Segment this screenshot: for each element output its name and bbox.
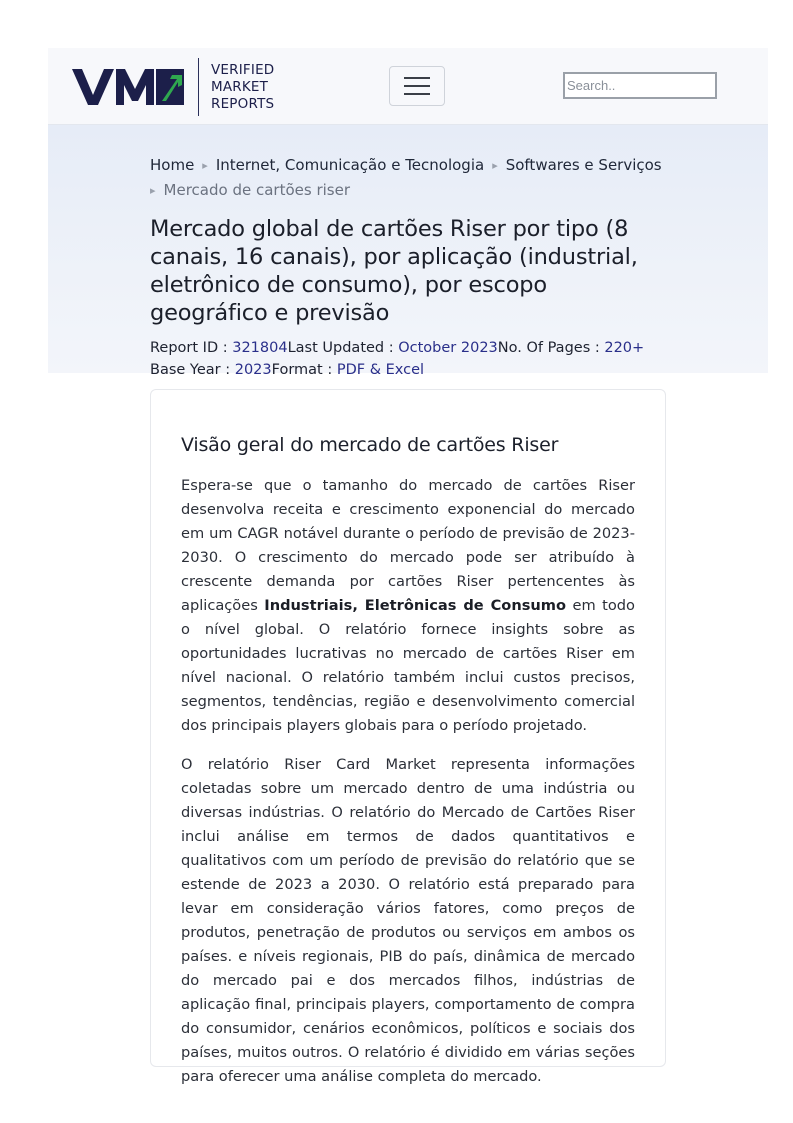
report-meta-line-2 bbox=[150, 359, 670, 381]
logo-line-reports: REPORTS bbox=[211, 95, 275, 112]
logo-line-market: MARKET bbox=[211, 78, 269, 95]
report-id-label: Report ID : bbox=[150, 340, 233, 356]
logo-wordmark bbox=[211, 62, 274, 113]
overview-heading: Visão geral do mercado de cartões Riser bbox=[181, 434, 559, 456]
pages-value: 220+ bbox=[604, 340, 645, 356]
breadcrumb bbox=[150, 153, 670, 203]
logo-divider bbox=[198, 58, 199, 116]
report-hero bbox=[48, 125, 768, 378]
breadcrumb-subcategory[interactable]: Softwares e Serviços bbox=[505, 156, 662, 174]
breadcrumb-current: Mercado de cartões riser bbox=[163, 181, 350, 199]
base-year-value: 2023 bbox=[234, 362, 272, 378]
report-meta-line-1 bbox=[150, 337, 670, 359]
overview-p1-text-b: em todo o nível global. O relatório fornece insights sobre as oportunidades lucrativas no mercado de cartões Riser em nível nacional. O relatório também inclui custos precisos, segmentos, tendências, região e desenvolvimento comercial dos principais players globais para o período projetado. bbox=[181, 597, 635, 734]
overview-p1-text-a: Espera-se que o tamanho do mercado de cartões Riser desenvolva receita e crescimento exponencial do mercado em um CAGR notável durante o período de previsão de 2023-2030. O crescimento do mercado pode ser atribuído à crescente demanda por cartões Riser pertencentes às aplicações bbox=[181, 477, 635, 614]
site-header bbox=[48, 48, 768, 125]
overview-paragraph-2: O relatório Riser Card Market representa informações coletadas sobre um mercado dentro de uma indústria ou diversas indústrias. O relatório do Mercado de Cartões Riser inclui análise em termos de dados quantitativos e qualitativos com um período de previsão do relatório que se estende de 2023 a 2030. O relatório está preparado para levar em consideração vários fatores, como preços de produtos, penetração de produtos ou serviços em ambos os países. e níveis regionais, PIB do país, dinâmica de mercado do mercado pai e dos mercados filhos, indústrias de aplicação final, principais players, comportamento de compra do consumidor, cenários econômicos, políticos e sociais dos países, muitos outros. O relatório é dividido em várias seções para oferecer uma análise completa do mercado. bbox=[181, 756, 635, 1085]
breadcrumb-category[interactable]: Internet, Comunicação e Tecnologia bbox=[215, 156, 485, 174]
pages-label: No. Of Pages : bbox=[497, 340, 605, 356]
chevron-right-icon: ▸ bbox=[150, 184, 156, 197]
vmr-logo[interactable] bbox=[72, 58, 274, 116]
overview-p1-applications: Industriais, Eletrônicas de Consumo bbox=[264, 597, 567, 614]
overview-paragraph-1 bbox=[181, 474, 635, 738]
page bbox=[48, 48, 768, 1085]
report-meta bbox=[150, 337, 670, 381]
hamburger-menu-button[interactable] bbox=[389, 66, 445, 106]
chevron-right-icon: ▸ bbox=[202, 159, 208, 172]
hamburger-icon-bar-3 bbox=[404, 93, 430, 95]
base-year-label: Base Year : bbox=[150, 362, 235, 378]
logo-line-verified: VERIFIED bbox=[211, 61, 275, 78]
format-label: Format : bbox=[271, 362, 337, 378]
breadcrumb-home[interactable]: Home bbox=[150, 156, 195, 174]
format-value: PDF & Excel bbox=[336, 362, 425, 378]
chevron-right-icon: ▸ bbox=[492, 159, 498, 172]
hamburger-icon-bar-2 bbox=[404, 85, 430, 87]
market-overview-card bbox=[150, 389, 666, 1085]
last-updated-value: October 2023 bbox=[398, 340, 498, 356]
vmr-logo-mark bbox=[72, 67, 184, 107]
search-input[interactable] bbox=[563, 72, 717, 99]
hamburger-icon-bar-1 bbox=[404, 77, 430, 79]
page-title: Mercado global de cartões Riser por tipo (8 canais, 16 canais), por aplicação (industrial, eletrônico de consumo), por escopo geográfico e previsão bbox=[150, 216, 638, 326]
last-updated-label: Last Updated : bbox=[287, 340, 399, 356]
report-id-value: 321804 bbox=[232, 340, 288, 356]
